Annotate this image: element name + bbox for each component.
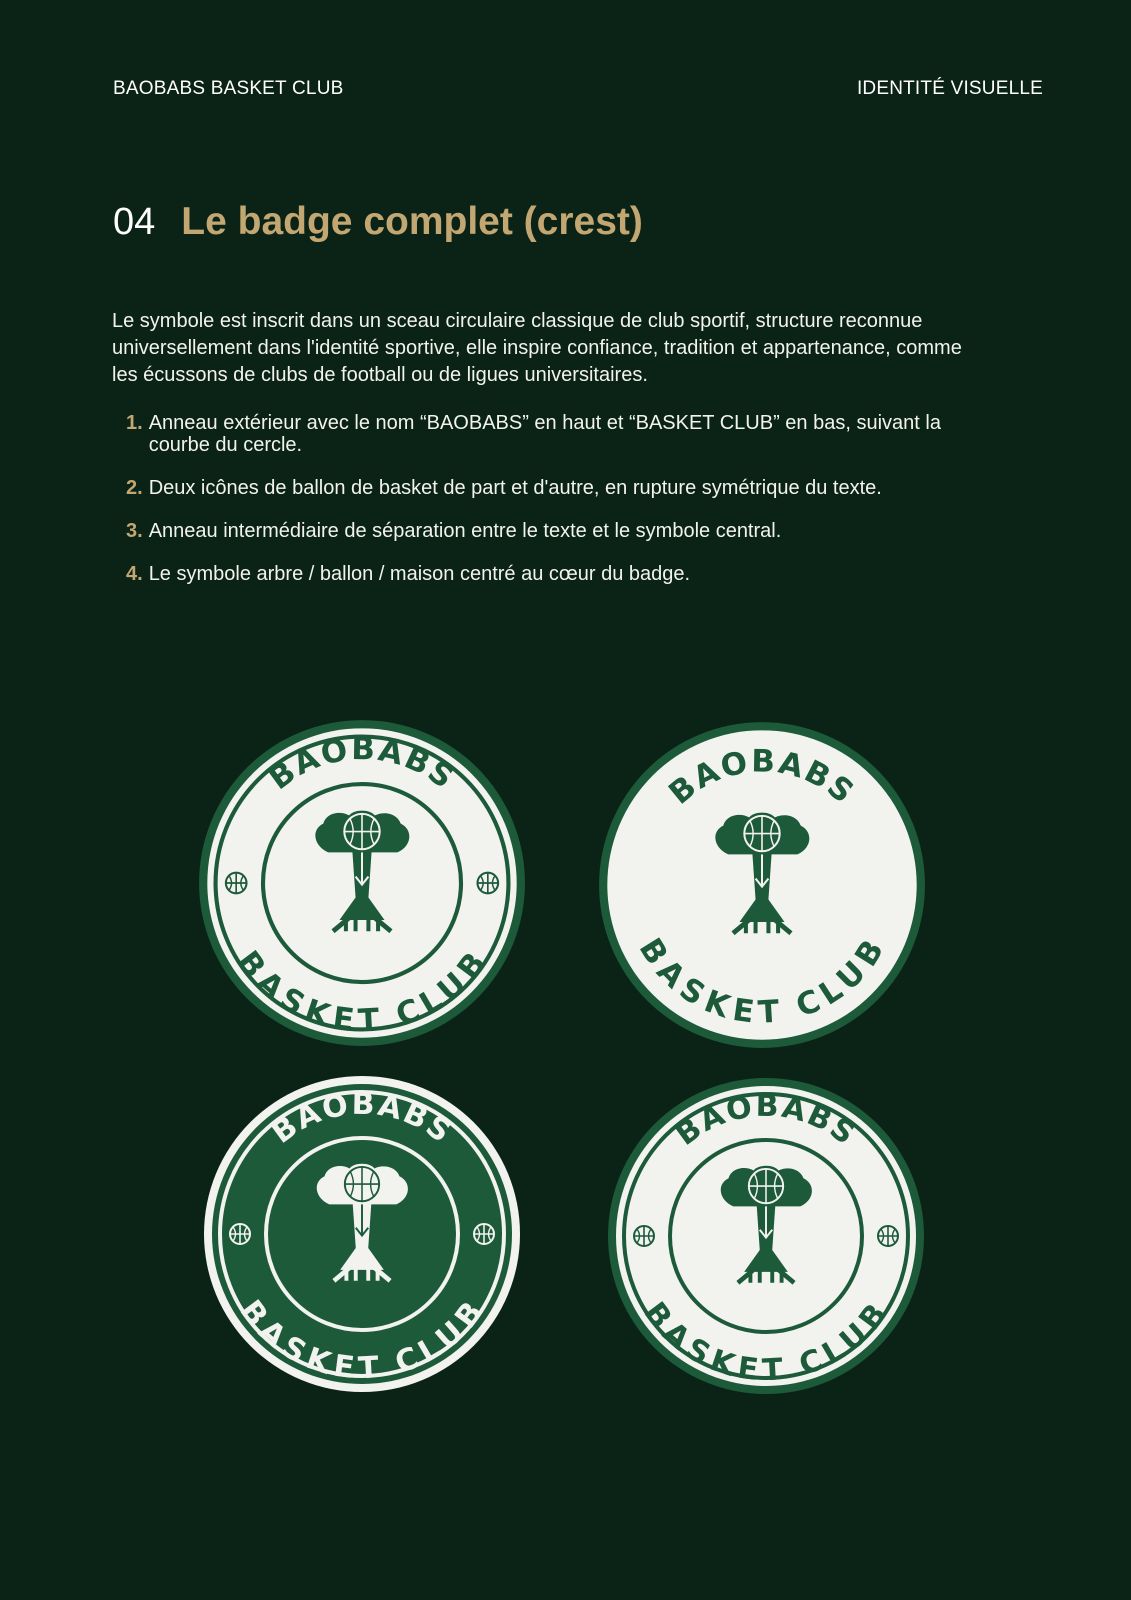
crest-top-text: BAOBABS — [265, 1086, 459, 1151]
list-item-number: 4. — [126, 563, 143, 585]
crest-badge-white-small — [606, 1076, 926, 1396]
list-item-text: Deux icônes de ballon de basket de part et d'autre, en rupture symétrique du texte. — [148, 477, 882, 499]
crest-badge-white-plain — [597, 720, 927, 1050]
crest-bottom-text: BASKET CLUB — [631, 932, 893, 1032]
list-item — [126, 412, 986, 456]
section-title: Le badge complet (crest) — [181, 200, 643, 243]
points-list — [126, 412, 986, 606]
list-item — [126, 520, 986, 542]
header-club-name: BAOBABS BASKET CLUB — [113, 78, 344, 99]
list-item-text: Anneau intermédiaire de séparation entre le texte et le symbole central. — [148, 520, 782, 542]
header-section-label: IDENTITÉ VISUELLE — [856, 78, 1043, 99]
list-item-text: Anneau extérieur avec le nom “BAOBABS” en haut et “BASKET CLUB” en bas, suivant la courbe du cercle. — [148, 412, 941, 456]
crest-top-text: BAOBABS — [262, 731, 462, 798]
basketball-icon — [878, 1226, 898, 1246]
section-heading — [113, 200, 643, 244]
basketball-icon — [474, 1224, 494, 1244]
list-item-number: 1. — [126, 412, 143, 434]
intro-paragraph: Le symbole est inscrit dans un sceau circulaire classique de club sportif, structure reconnue universellement dans l'identité sportive, elle inspire confiance, tradition et appartenance, comme les écussons de clubs de football ou de ligues universitaires. — [112, 310, 962, 386]
basketball-icon — [478, 873, 499, 894]
crest-top-text: BAOBABS — [662, 743, 862, 812]
list-item — [126, 477, 986, 499]
crest-bottom-text: BASKET CLUB — [637, 1295, 895, 1388]
section-number: 04 — [113, 201, 156, 243]
list-item-number: 3. — [126, 520, 143, 542]
crest-bottom-text: BASKET CLUB — [233, 1293, 491, 1386]
basketball-icon — [226, 873, 247, 894]
crest-badge-green — [202, 1074, 522, 1394]
crest-badge-white-ring — [197, 718, 527, 1048]
list-item-text: Le symbole arbre / ballon / maison centré au cœur du badge. — [148, 563, 691, 585]
basketball-icon — [634, 1226, 654, 1246]
list-item — [126, 563, 986, 585]
crest-bottom-text: BASKET CLUB — [229, 944, 495, 1040]
basketball-icon — [230, 1224, 250, 1244]
list-item-number: 2. — [126, 477, 143, 499]
crest-top-text: BAOBABS — [669, 1088, 863, 1153]
